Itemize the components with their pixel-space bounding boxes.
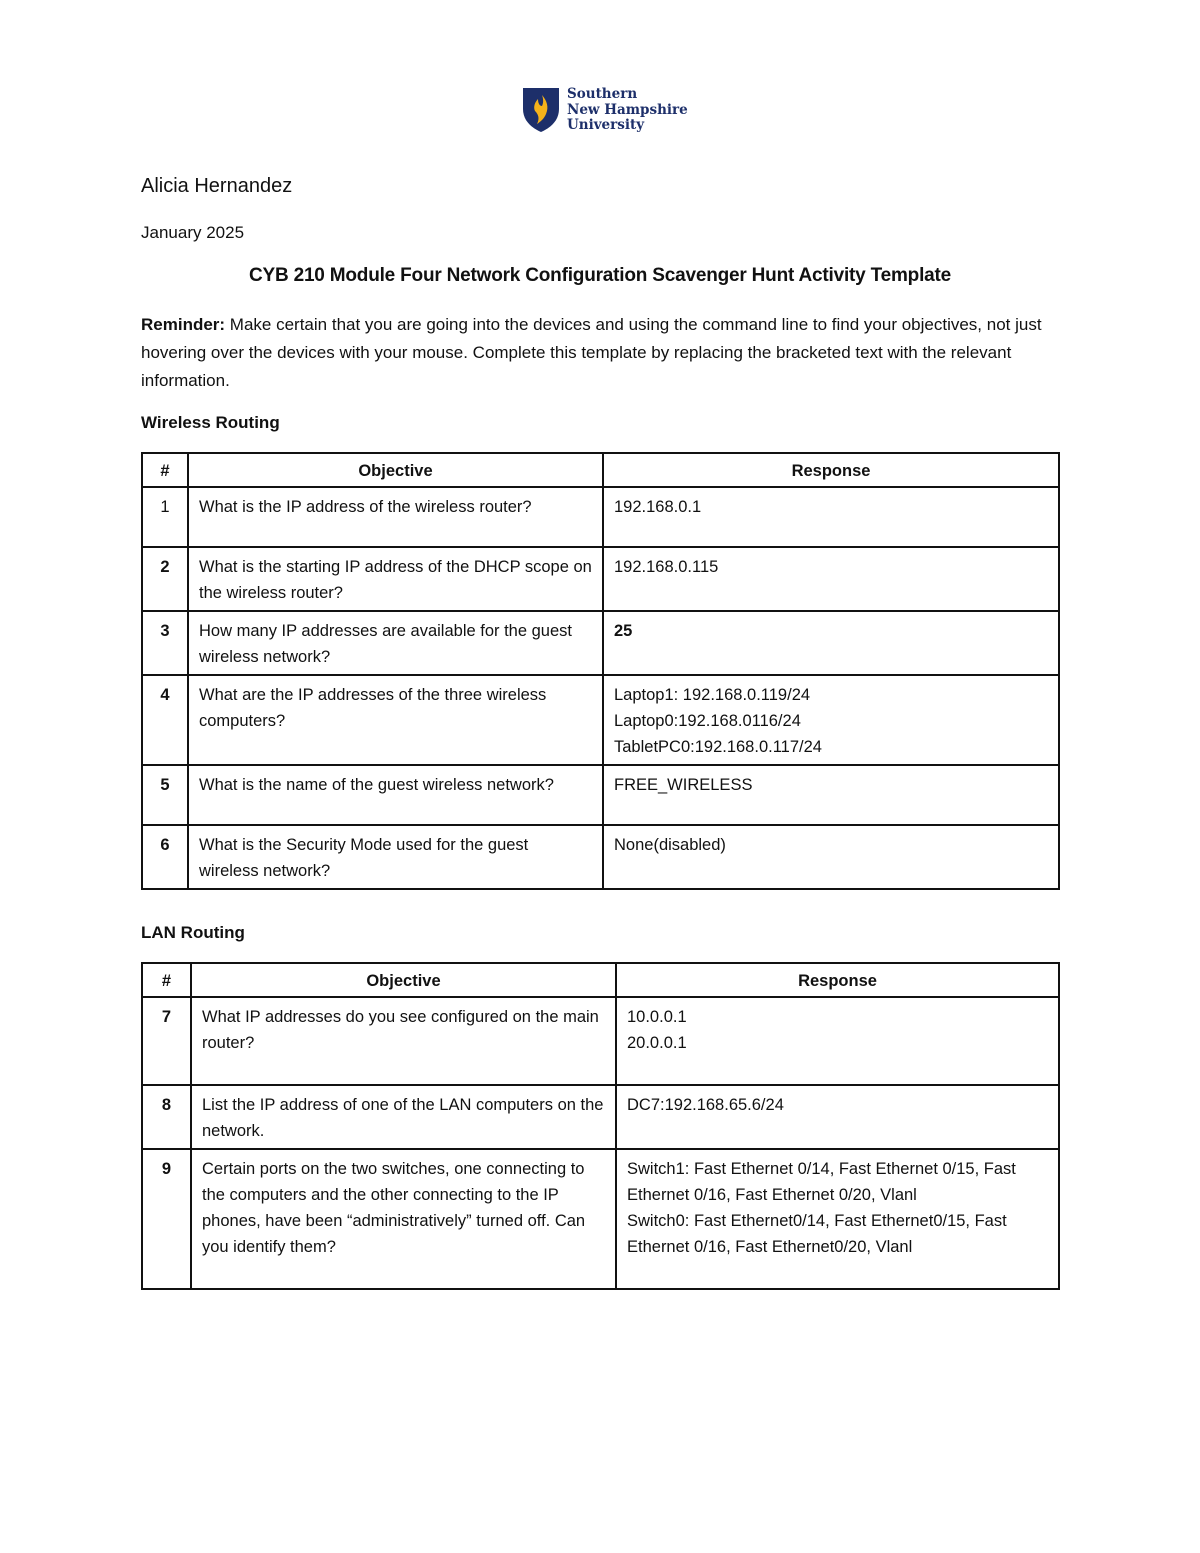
wireless-routing-heading: Wireless Routing: [141, 413, 280, 432]
response-line: 20.0.0.1: [627, 1034, 687, 1052]
row-objective: What is the starting IP address of the DHCP scope on the wireless router?: [188, 547, 603, 611]
document-date: January 2025: [141, 223, 245, 242]
row-number: 1: [142, 487, 188, 547]
wireless-routing-table: [141, 452, 1060, 890]
response-line: 192.168.0.115: [614, 558, 719, 576]
row-response: [603, 765, 1059, 825]
snhu-logo: [522, 87, 692, 137]
row-response: [616, 1149, 1059, 1289]
reminder-label: Reminder:: [141, 315, 226, 334]
row-response: [603, 547, 1059, 611]
row-response: [603, 487, 1059, 547]
response-line: DC7:192.168.65.6/24: [627, 1096, 784, 1114]
row-response: [616, 1085, 1059, 1149]
response-line: 25: [614, 622, 633, 640]
table-row: [142, 547, 1059, 611]
row-objective: What IP addresses do you see configured on the main router?: [191, 997, 616, 1085]
table-row: [142, 1149, 1059, 1289]
lan-routing-table: [141, 962, 1060, 1290]
table-row: [142, 611, 1059, 675]
response-line: TabletPC0:192.168.0.117/24: [614, 738, 822, 756]
row-objective: Certain ports on the two switches, one connecting to the computers and the other connecting to the IP phones, have been “administratively” turned off. Can you identify them?: [191, 1149, 616, 1289]
row-response: [616, 997, 1059, 1085]
response-line: 10.0.0.1: [627, 1008, 687, 1026]
response-line: Switch0: Fast Ethernet0/14, Fast Ethernet0/15, Fast Ethernet 0/16, Fast Ethernet0/20, Vlanl: [627, 1212, 1007, 1256]
row-response: [603, 675, 1059, 765]
logo-line-3: University: [567, 117, 645, 133]
snhu-shield-icon: [522, 87, 560, 133]
row-objective: How many IP addresses are available for the guest wireless network?: [188, 611, 603, 675]
row-number: 8: [142, 1085, 191, 1149]
response-line: Laptop0:192.168.0116/24: [614, 712, 801, 730]
row-response: [603, 611, 1059, 675]
row-objective: What is the IP address of the wireless router?: [188, 487, 603, 547]
row-number: 7: [142, 997, 191, 1085]
row-number: 5: [142, 765, 188, 825]
document-title: CYB 210 Module Four Network Configuration Scavenger Hunt Activity Template: [248, 265, 952, 286]
row-objective: List the IP address of one of the LAN computers on the network.: [191, 1085, 616, 1149]
row-objective: What is the name of the guest wireless network?: [188, 765, 603, 825]
reminder-text: Make certain that you are going into the devices and using the command line to find your objectives, not just hovering over the devices with your mouse. Complete this template by replacing the bracketed text with the relevant information.: [141, 315, 1042, 390]
table-row: [142, 825, 1059, 889]
row-number: 9: [142, 1149, 191, 1289]
logo-line-2: New Hampshire: [567, 101, 688, 118]
row-number: 2: [142, 547, 188, 611]
header-objective: Objective: [191, 963, 616, 997]
header-response: Response: [603, 453, 1059, 487]
response-line: FREE_WIRELESS: [614, 776, 753, 794]
row-number: 6: [142, 825, 188, 889]
table-row: [142, 487, 1059, 547]
table-row: [142, 997, 1059, 1085]
author-name: Alicia Hernandez: [141, 175, 293, 197]
row-objective: What is the Security Mode used for the guest wireless network?: [188, 825, 603, 889]
response-line: Switch1: Fast Ethernet 0/14, Fast Ethernet 0/15, Fast Ethernet 0/16, Fast Ethernet 0/20, Vlanl: [627, 1160, 1016, 1204]
table-row: [142, 675, 1059, 765]
row-objective: What are the IP addresses of the three wireless computers?: [188, 675, 603, 765]
reminder-paragraph: [141, 311, 1056, 395]
table-row: [142, 1085, 1059, 1149]
row-number: 4: [142, 675, 188, 765]
logo-wordmark: [567, 87, 688, 134]
row-number: 3: [142, 611, 188, 675]
table-header-row: [142, 453, 1059, 487]
header-response: Response: [616, 963, 1059, 997]
response-line: 192.168.0.1: [614, 498, 702, 516]
table-header-row: [142, 963, 1059, 997]
response-line: None(disabled): [614, 836, 726, 854]
lan-routing-heading: LAN Routing: [141, 923, 245, 942]
response-line: Laptop1: 192.168.0.119/24: [614, 686, 811, 704]
row-response: [603, 825, 1059, 889]
logo-line-1: Southern: [567, 86, 638, 102]
header-objective: Objective: [188, 453, 603, 487]
header-number: #: [142, 453, 188, 487]
table-row: [142, 765, 1059, 825]
header-number: #: [142, 963, 191, 997]
